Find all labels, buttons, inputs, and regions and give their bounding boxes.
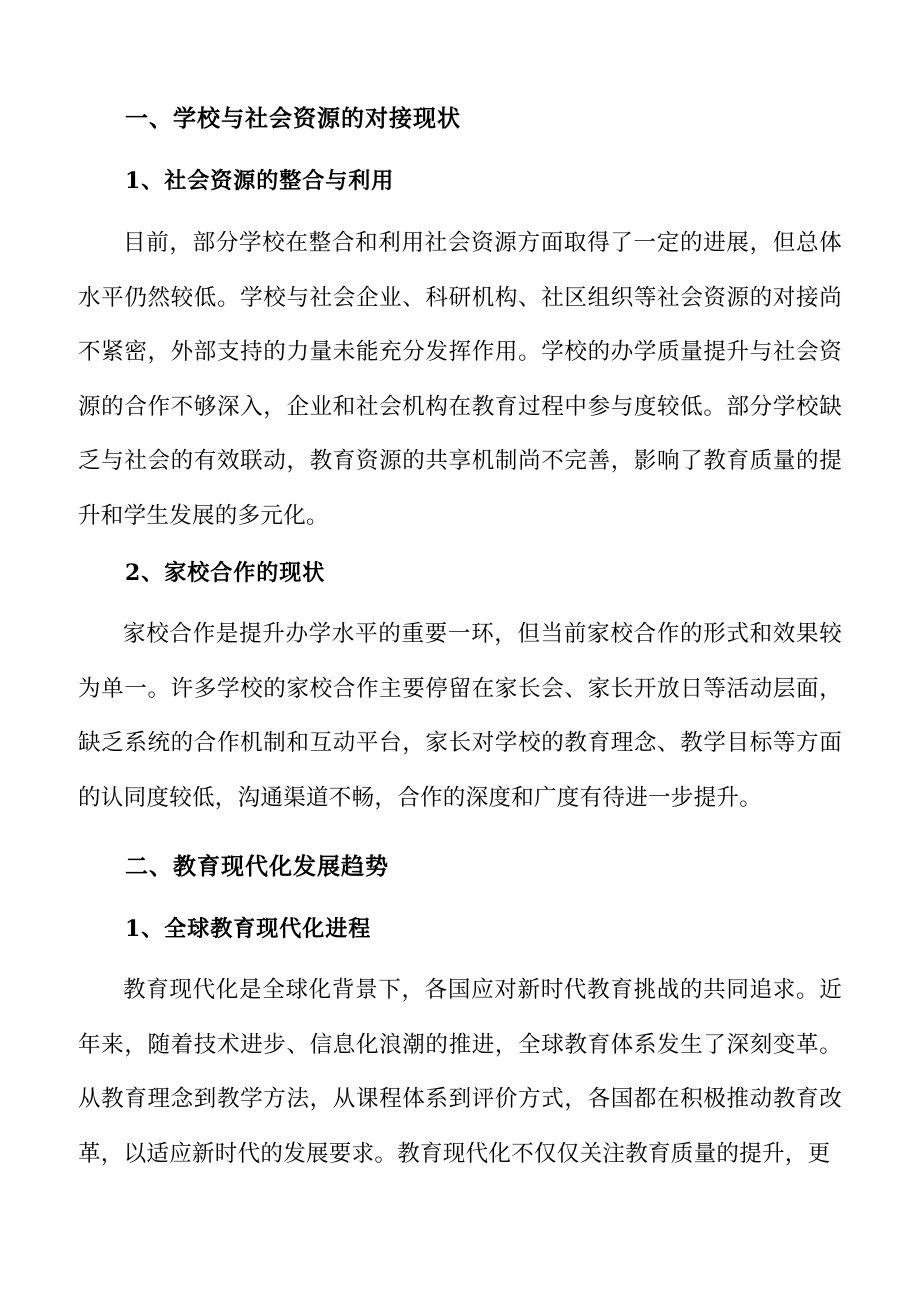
paragraph-1-2: 家校合作是提升办学水平的重要一环，但当前家校合作的形式和效果较为单一。许多学校的家校合作主要停留在家长会、家长开放日等活动层面，缺乏系统的合作机制和互动平台，家长对学校的教育理念、教学目标等方面的认同度较低，沟通渠道不畅，合作的深度和广度有待进一步提升。	[78, 621, 842, 811]
paragraph-1-1: 目前，部分学校在整合和利用社会资源方面取得了一定的进展，但总体水平仍然较低。学校与社会企业、科研机构、社区组织等社会资源的对接尚不紧密，外部支持的力量未能充分发挥作用。学校的办学质量提升与社会资源的合作不够深入，企业和社会机构在教育过程中参与度较低。部分学校缺乏与社会的有效联动，教育资源的共享机制尚不完善，影响了教育质量的提升和学生发展的多元化。	[78, 230, 842, 529]
section-heading-1: 一、学校与社会资源的对接现状	[125, 105, 461, 132]
subsection-heading-1-1: 1、社会资源的整合与利用	[125, 168, 395, 194]
subsection-heading-2-1: 1、全球教育现代化进程	[125, 916, 372, 942]
subsection-heading-1-2: 2、家校合作的现状	[125, 560, 326, 586]
section-heading-2: 二、教育现代化发展趋势	[125, 853, 389, 880]
paragraph-2-1: 教育现代化是全球化背景下，各国应对新时代教育挑战的共同追求。近年来，随着技术进步、信息化浪潮的推进，全球教育体系发生了深刻变革。从教育理念到教学方法，从课程体系到评价方式，各国都在积极推动教育改革，以适应新时代的发展要求。教育现代化不仅仅关注教育质量的提升，更	[78, 977, 842, 1167]
